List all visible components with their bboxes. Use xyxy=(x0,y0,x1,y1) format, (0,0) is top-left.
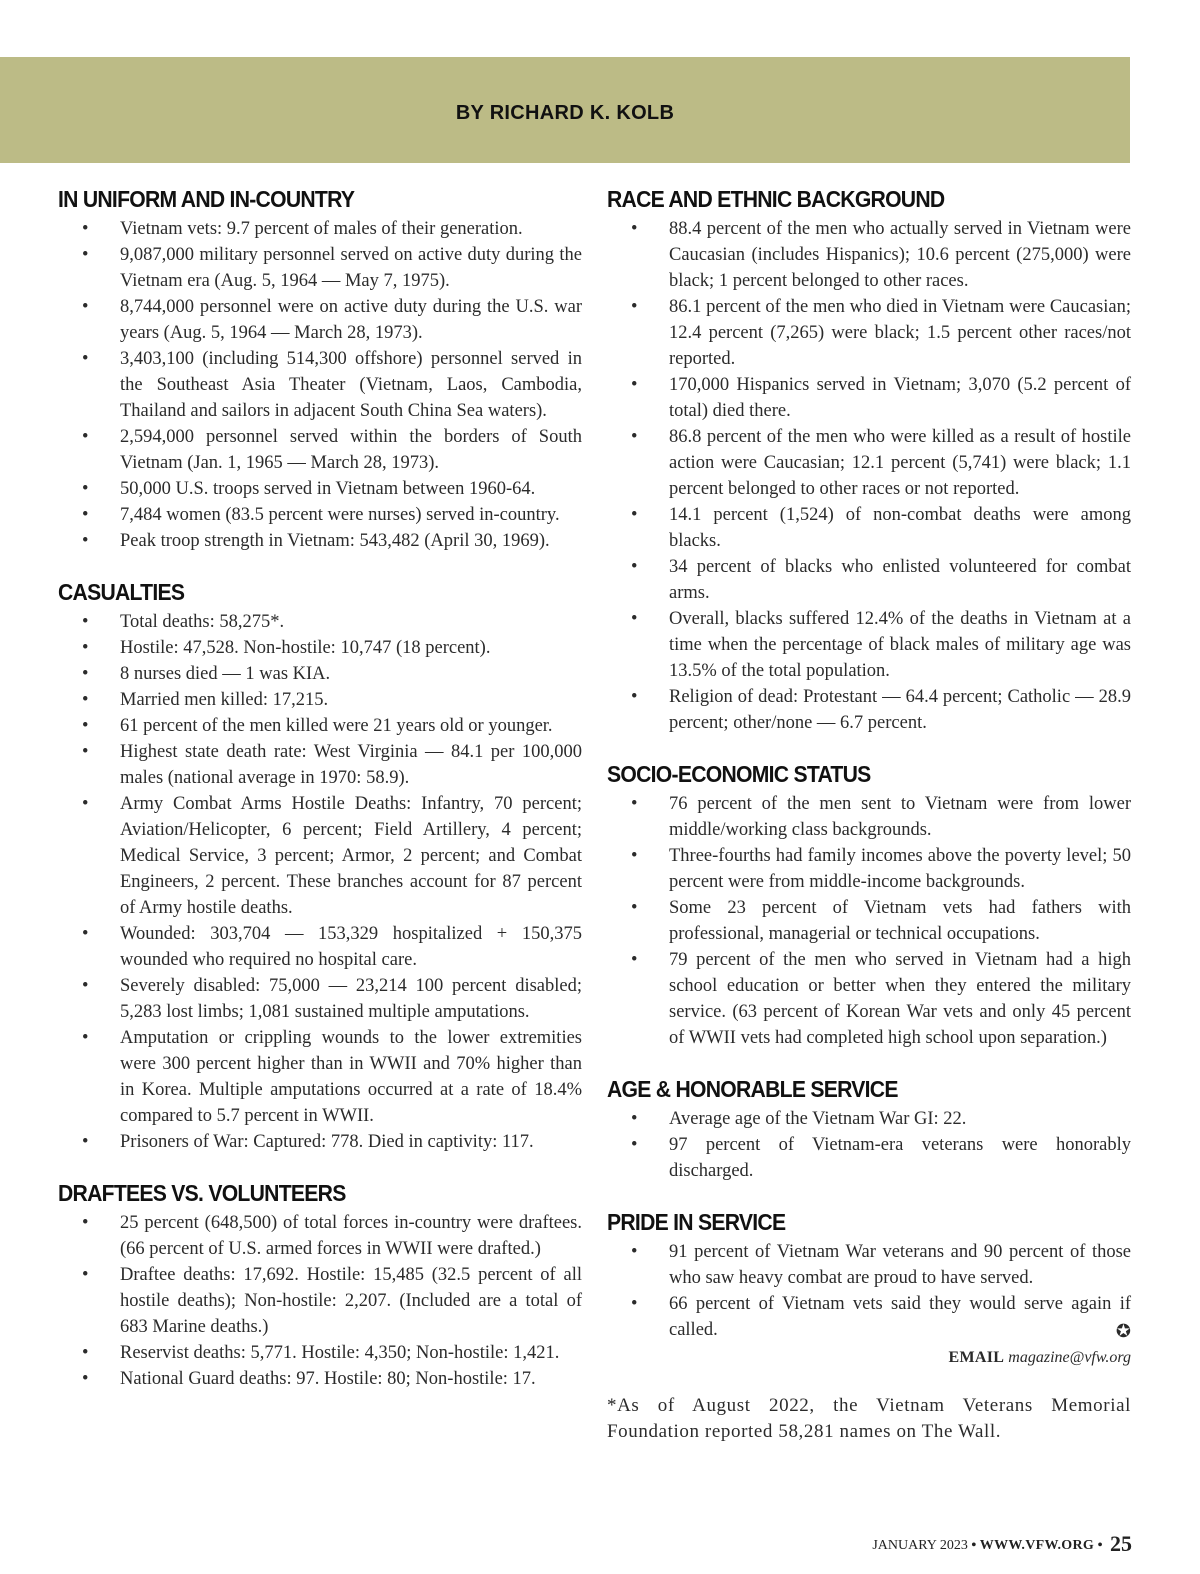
section-heading: AGE & HONORABLE SERVICE xyxy=(607,1076,898,1102)
list-item xyxy=(607,895,1131,947)
list-item-text: 61 percent of the men killed were 21 years old or younger. xyxy=(120,716,553,736)
list-item-text: National Guard deaths: 97. Hostile: 80; Non-hostile: 17. xyxy=(120,1369,536,1389)
bullet-icon: • xyxy=(82,716,89,736)
list-item-text: 97 percent of Vietnam-era veterans were honorably discharged. xyxy=(669,1135,1131,1181)
list-item-text: Religion of dead: Protestant — 64.4 percent; Catholic — 28.9 percent; other/none — 6.7 percent. xyxy=(669,687,1131,733)
list-item-text: Vietnam vets: 9.7 percent of males of their generation. xyxy=(120,219,523,239)
list-item-text: Draftee deaths: 17,692. Hostile: 15,485 (32.5 percent of all hostile deaths); Non-hostile: 2,207. (Included are a total of 683 Marine deaths.) xyxy=(120,1265,582,1337)
bullet-icon: • xyxy=(82,690,89,710)
list-item-text: 7,484 women (83.5 percent were nurses) served in-country. xyxy=(120,505,560,525)
list-item-text: 86.8 percent of the men who were killed as a result of hostile action were Caucasian; 12.1 percent (5,741) were black; 1.1 percent belonged to other races or not reported. xyxy=(669,427,1131,499)
right-column xyxy=(607,183,1131,1445)
section-heading: SOCIO-ECONOMIC STATUS xyxy=(607,761,871,787)
list-item xyxy=(607,947,1131,1051)
list-item-text: Married men killed: 17,215. xyxy=(120,690,329,710)
list-item xyxy=(607,1106,1131,1132)
list-item xyxy=(58,635,582,661)
section-in-uniform-and-in-country xyxy=(58,183,582,554)
list-item xyxy=(607,1239,1131,1291)
list-item xyxy=(58,1340,582,1366)
list-item xyxy=(58,1129,582,1155)
section-race-and-ethnic-background xyxy=(607,183,1131,736)
bullet-icon: • xyxy=(82,1028,89,1048)
byline: BY RICHARD K. KOLB xyxy=(455,102,675,124)
list-item-text: Hostile: 47,528. Non-hostile: 10,747 (18 percent). xyxy=(120,638,491,658)
bullet-icon: • xyxy=(631,219,638,239)
list-item xyxy=(58,242,582,294)
site-link[interactable]: WWW.VFW.ORG xyxy=(979,1538,1095,1553)
bullet-icon: • xyxy=(82,479,89,499)
bullet-icon: • xyxy=(631,375,638,395)
list-item-text: 76 percent of the men sent to Vietnam were from lower middle/working class backgrounds. xyxy=(669,794,1131,840)
list-item-text: 91 percent of Vietnam War veterans and 90 percent of those who saw heavy combat are proud to have served. xyxy=(669,1242,1131,1288)
section-draftees-vs-volunteers xyxy=(58,1177,582,1392)
bullet-icon: • xyxy=(631,1109,638,1129)
bullet-icon: • xyxy=(631,1135,638,1155)
footer-separator: • xyxy=(1097,1538,1103,1553)
bullet-icon: • xyxy=(82,531,89,551)
bullet-list xyxy=(58,609,582,1155)
bullet-icon: • xyxy=(82,349,89,369)
list-item xyxy=(58,1262,582,1340)
list-item-text: 86.1 percent of the men who died in Vietnam were Caucasian; 12.4 percent (7,265) were black; 1.5 percent other races/not reported. xyxy=(669,297,1131,369)
list-item-text: Some 23 percent of Vietnam vets had fathers with professional, managerial or technical occupations. xyxy=(669,898,1131,944)
list-item-text: 79 percent of the men who served in Vietnam had a high school education or better when they entered the military service. (63 percent of Korean War vets and only 45 percent of WWII vets had completed high school upon separation.) xyxy=(669,950,1131,1048)
list-item xyxy=(607,502,1131,554)
bullet-icon: • xyxy=(82,612,89,632)
list-item-text: 34 percent of blacks who enlisted volunteered for combat arms. xyxy=(669,557,1131,603)
list-item xyxy=(58,294,582,346)
list-item-text: 50,000 U.S. troops served in Vietnam between 1960-64. xyxy=(120,479,536,499)
bullet-icon: • xyxy=(631,297,638,317)
section-heading: IN UNIFORM AND IN-COUNTRY xyxy=(58,186,355,212)
bullet-icon: • xyxy=(82,245,89,265)
list-item xyxy=(607,216,1131,294)
list-item-text: 25 percent (648,500) of total forces in-country were draftees. (66 percent of U.S. armed forces in WWII were drafted.) xyxy=(120,1213,582,1259)
list-item xyxy=(58,687,582,713)
list-item-text: 14.1 percent (1,524) of non-combat deaths were among blacks. xyxy=(669,505,1131,551)
bullet-list xyxy=(607,1106,1131,1184)
bullet-icon: • xyxy=(631,950,638,970)
list-item-text: 8,744,000 personnel were on active duty during the U.S. war years (Aug. 5, 1964 — March 28, 1973). xyxy=(120,297,582,343)
section-heading: RACE AND ETHNIC BACKGROUND xyxy=(607,186,945,212)
bullet-icon: • xyxy=(631,1242,638,1262)
bullet-icon: • xyxy=(631,898,638,918)
bullet-list xyxy=(58,216,582,554)
bullet-icon: • xyxy=(82,1265,89,1285)
list-item xyxy=(607,1291,1131,1343)
list-item xyxy=(58,424,582,476)
section-heading: PRIDE IN SERVICE xyxy=(607,1209,786,1235)
list-item xyxy=(58,973,582,1025)
bullet-icon: • xyxy=(82,1132,89,1152)
list-item-text: Total deaths: 58,275*. xyxy=(120,612,285,632)
list-item xyxy=(58,661,582,687)
bullet-icon: • xyxy=(82,794,89,814)
list-item xyxy=(607,424,1131,502)
list-item-text: 88.4 percent of the men who actually served in Vietnam were Caucasian (includes Hispanics); 10.6 percent (275,000) were black; 1 percent belonged to other races. xyxy=(669,219,1131,291)
issue-date: JANUARY 2023 xyxy=(872,1538,968,1553)
list-item xyxy=(58,476,582,502)
list-item-text: Highest state death rate: West Virginia — 84.1 per 100,000 males (national average in 1970: 58.9). xyxy=(120,742,582,788)
bullet-list xyxy=(607,216,1131,736)
list-item xyxy=(607,372,1131,424)
list-item xyxy=(58,713,582,739)
section-heading: CASUALTIES xyxy=(58,579,185,605)
list-item-text: Three-fourths had family incomes above the poverty level; 50 percent were from middle-income backgrounds. xyxy=(669,846,1131,892)
bullet-icon: • xyxy=(82,1343,89,1363)
list-item xyxy=(58,921,582,973)
bullet-icon: • xyxy=(631,794,638,814)
page-number: 25 xyxy=(1110,1531,1132,1556)
email-line xyxy=(607,1345,1131,1371)
list-item xyxy=(58,1025,582,1129)
list-item xyxy=(58,1210,582,1262)
section-heading: DRAFTEES VS. VOLUNTEERS xyxy=(58,1180,346,1206)
list-item xyxy=(607,606,1131,684)
list-item-text: Reservist deaths: 5,771. Hostile: 4,350; Non-hostile: 1,421. xyxy=(120,1343,560,1363)
bullet-icon: • xyxy=(82,924,89,944)
section-casualties xyxy=(58,576,582,1155)
list-item-text: 66 percent of Vietnam vets said they would serve again if called. xyxy=(669,1294,1131,1340)
list-item-text: Severely disabled: 75,000 — 23,214 100 percent disabled; 5,283 lost limbs; 1,081 sustained multiple amputations. xyxy=(120,976,582,1022)
section-age-honorable-service xyxy=(607,1073,1131,1184)
list-item xyxy=(58,346,582,424)
list-item-text: Army Combat Arms Hostile Deaths: Infantry, 70 percent; Aviation/Helicopter, 6 percent; Field Artillery, 4 percent; Medical Service, 3 percent; Armor, 2 percent; and Combat Engineers, 2 percent. These branches account for 87 percent of Army hostile deaths. xyxy=(120,794,582,918)
bullet-icon: • xyxy=(631,427,638,447)
list-item-text: 3,403,100 (including 514,300 offshore) personnel served in the Southeast Asia Theater (Vietnam, Laos, Cambodia, Thailand and sailors in adjacent South China Sea waters). xyxy=(120,349,582,421)
left-column xyxy=(58,183,582,1392)
list-item xyxy=(58,609,582,635)
footnote: *As of August 2022, the Vietnam Veterans Memorial Foundation reported 58,281 names on The Wall. xyxy=(607,1395,1131,1442)
list-item xyxy=(58,502,582,528)
bullet-icon: • xyxy=(82,1213,89,1233)
bullet-icon: • xyxy=(82,1369,89,1389)
section-pride-in-service xyxy=(607,1206,1131,1343)
list-item xyxy=(607,1132,1131,1184)
section-socio-economic-status xyxy=(607,758,1131,1051)
list-item xyxy=(58,791,582,921)
list-item xyxy=(607,684,1131,736)
bullet-icon: • xyxy=(82,427,89,447)
list-item-text: Amputation or crippling wounds to the lower extremities were 300 percent higher than in WWII and 70% higher than in Korea. Multiple amputations occurred at a rate of 18.4% compared to 5.7 percent in WWII. xyxy=(120,1028,582,1126)
bullet-icon: • xyxy=(82,976,89,996)
bullet-icon: • xyxy=(631,846,638,866)
list-item xyxy=(58,216,582,242)
email-label: EMAIL xyxy=(948,1349,1005,1366)
bullet-icon: • xyxy=(82,638,89,658)
list-item xyxy=(58,739,582,791)
list-item-text: 170,000 Hispanics served in Vietnam; 3,070 (5.2 percent of total) died there. xyxy=(669,375,1131,421)
bullet-list xyxy=(607,1239,1131,1343)
list-item-text: Overall, blacks suffered 12.4% of the deaths in Vietnam at a time when the percentage of black males of military age was 13.5% of the total population. xyxy=(669,609,1131,681)
bullet-list xyxy=(607,791,1131,1051)
bullet-icon: • xyxy=(82,742,89,762)
list-item-text: 8 nurses died — 1 was KIA. xyxy=(120,664,331,684)
list-item xyxy=(607,843,1131,895)
page-footer xyxy=(872,1531,1132,1557)
end-mark-icon: ✪ xyxy=(1115,1321,1131,1341)
bullet-icon: • xyxy=(631,505,638,525)
bullet-icon: • xyxy=(82,297,89,317)
bullet-icon: • xyxy=(631,1294,638,1314)
header-banner xyxy=(0,57,1130,163)
list-item-text: 9,087,000 military personnel served on active duty during the Vietnam era (Aug. 5, 1964 — May 7, 1975). xyxy=(120,245,582,291)
bullet-icon: • xyxy=(631,687,638,707)
bullet-icon: • xyxy=(82,505,89,525)
list-item xyxy=(607,791,1131,843)
list-item-text: Average age of the Vietnam War GI: 22. xyxy=(669,1109,967,1129)
list-item-text: Wounded: 303,704 — 153,329 hospitalized + 150,375 wounded who required no hospital care. xyxy=(120,924,582,970)
list-item xyxy=(58,1366,582,1392)
email-address[interactable]: magazine@vfw.org xyxy=(1008,1349,1131,1366)
bullet-icon: • xyxy=(82,219,89,239)
bullet-icon: • xyxy=(631,557,638,577)
list-item xyxy=(58,528,582,554)
bullet-icon: • xyxy=(631,609,638,629)
bullet-icon: • xyxy=(82,664,89,684)
list-item xyxy=(607,294,1131,372)
footer-separator: • xyxy=(971,1538,977,1553)
list-item-text: Peak troop strength in Vietnam: 543,482 (April 30, 1969). xyxy=(120,531,550,551)
list-item xyxy=(607,554,1131,606)
bullet-list xyxy=(58,1210,582,1392)
list-item-text: 2,594,000 personnel served within the borders of South Vietnam (Jan. 1, 1965 — March 28, 1973). xyxy=(120,427,582,473)
list-item-text: Prisoners of War: Captured: 778. Died in captivity: 117. xyxy=(120,1132,534,1152)
